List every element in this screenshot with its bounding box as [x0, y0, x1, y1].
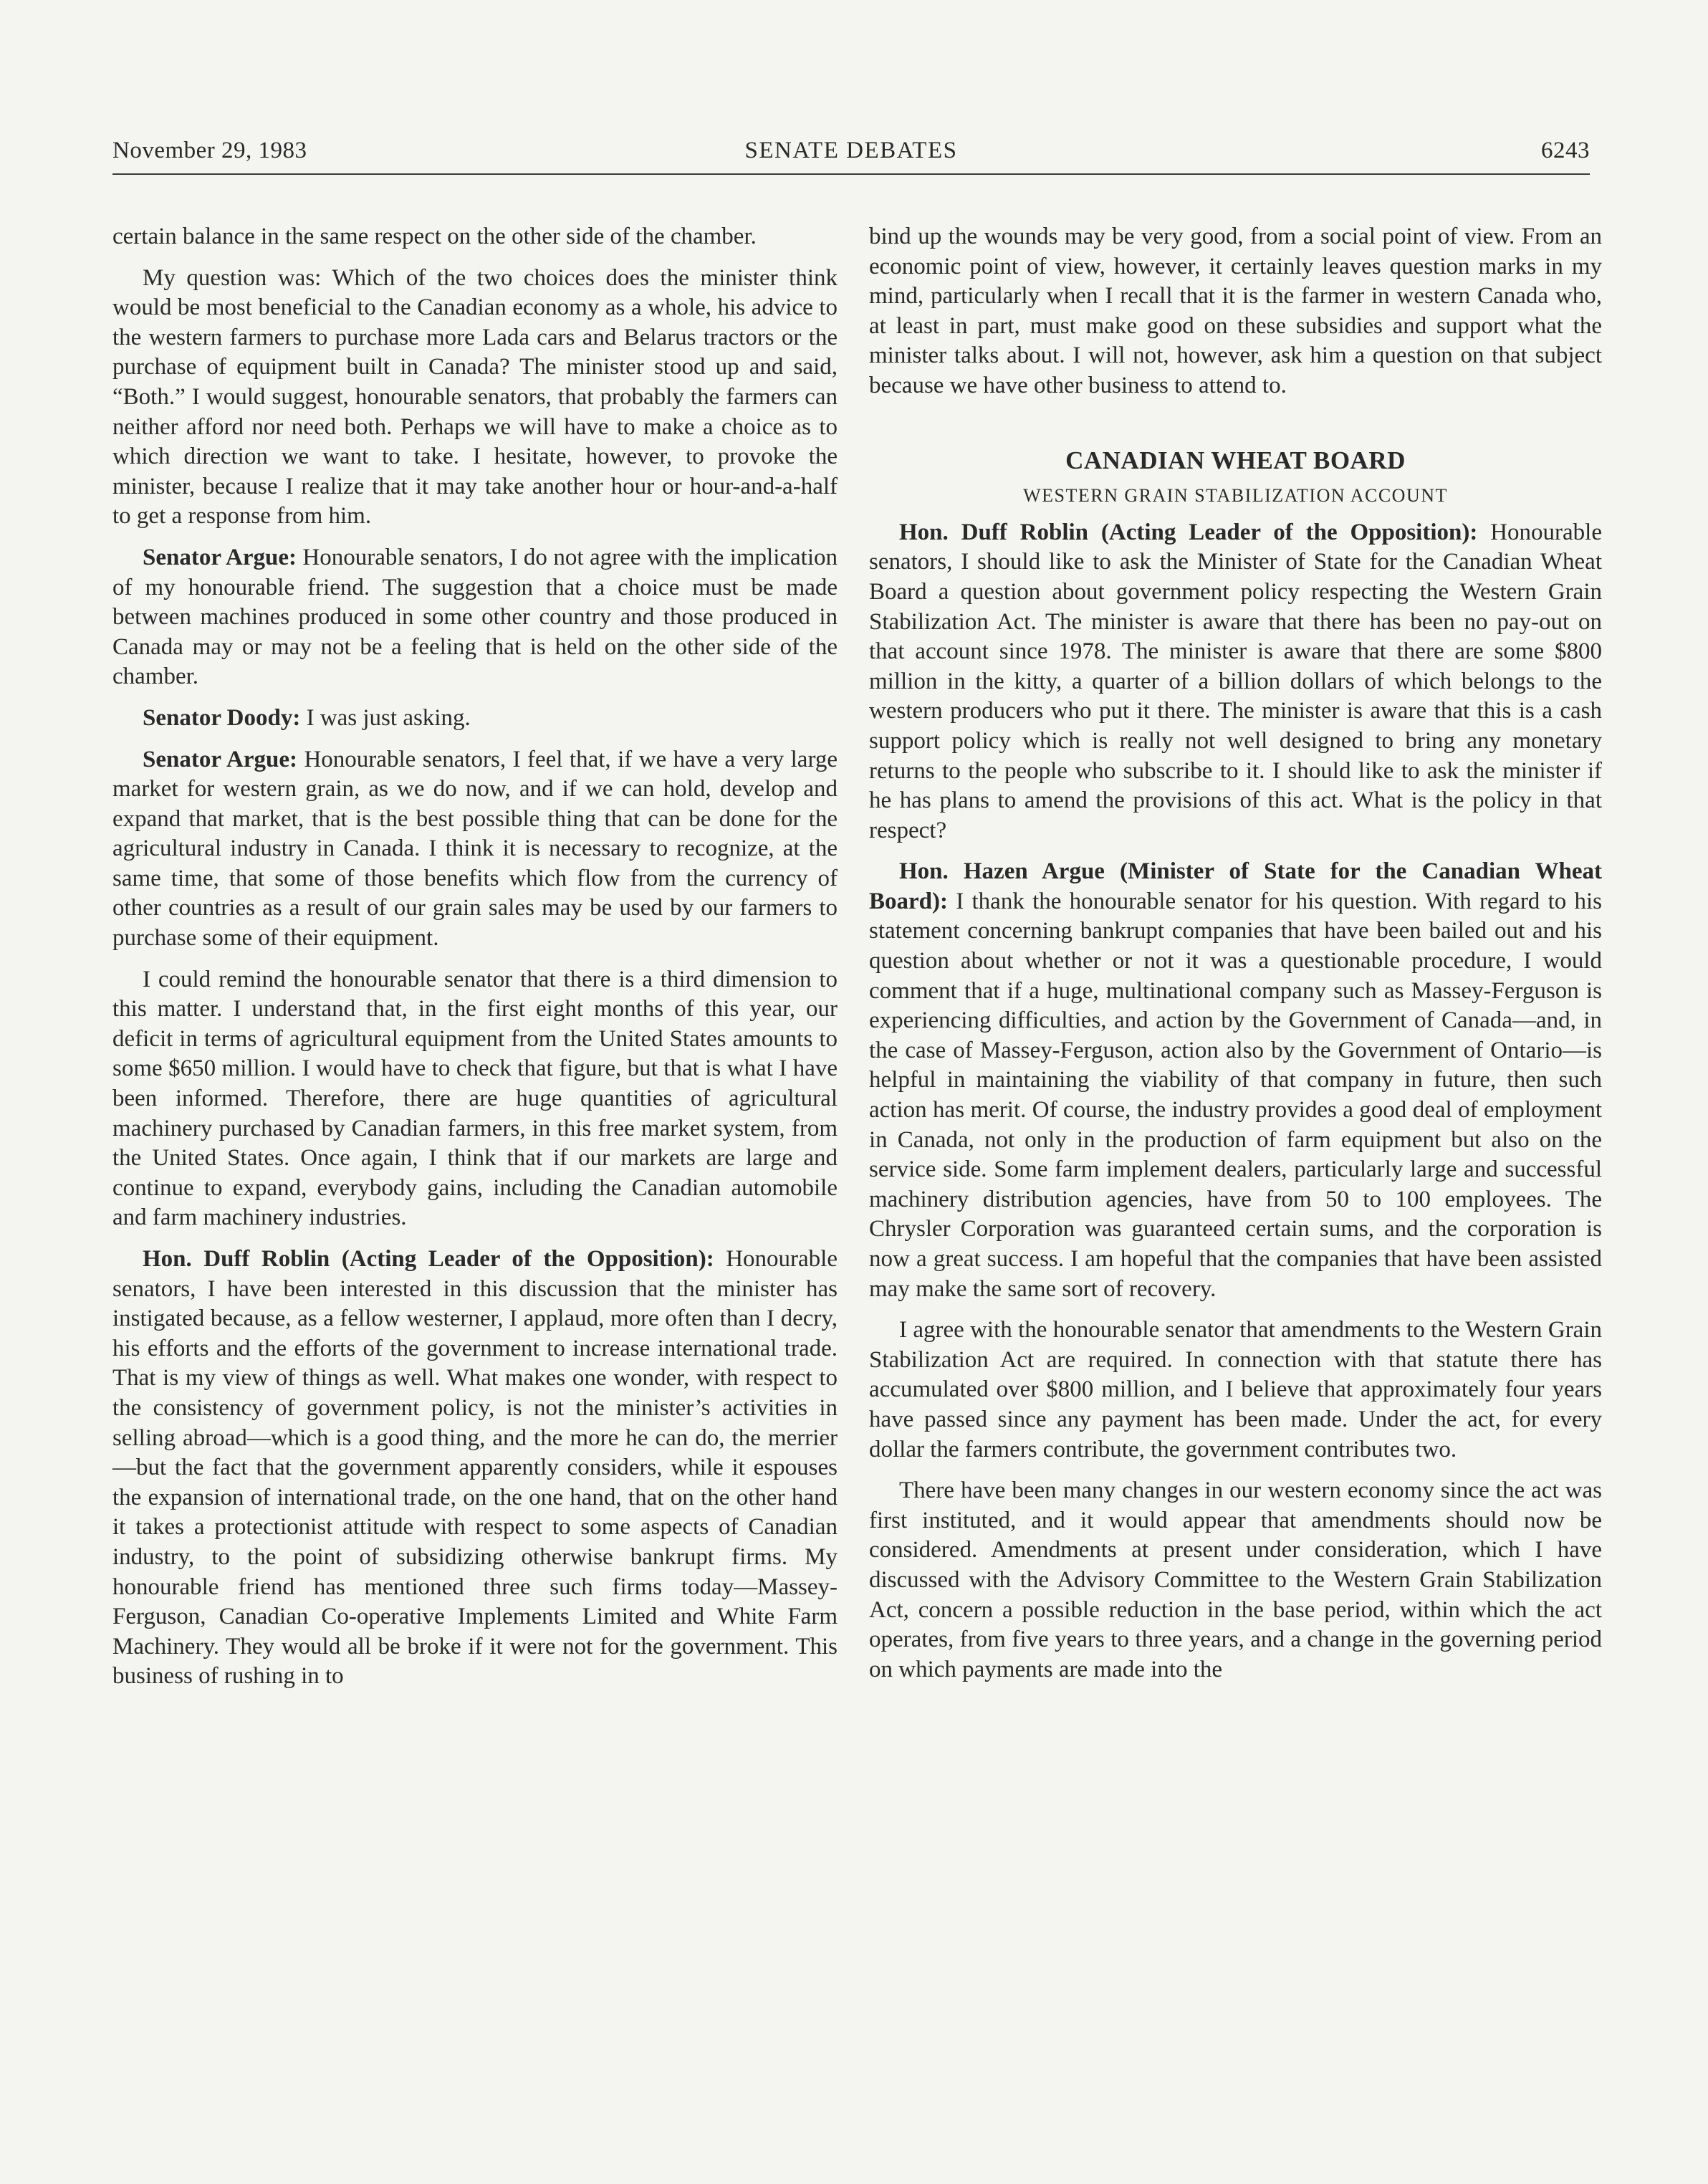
paragraph-text: I thank the honourable senator for his question. With regard to his statement concerning bankrupt companies that have been bailed out and his question about whether or not it was a questionable procedure, I would comment that if a huge, multinational company such as Massey-Ferguson is experiencing difficulties, and action by the Government of Canada—and, in the case of Massey-Ferguson, action also by the Government of Ontario—is helpful in maintaining the viability of that company in future, then such action has merit. Of course, the industry provides a good deal of employment in Canada, not only in the production of farm equipment but also on the service side. Some farm implement dealers, particularly large and successful machinery distribution agencies, have from 50 to 100 employees. The Chrysler Corporation was guaranteed certain sums, and the corporation is now a great success. I am hopeful that the companies that have been assisted may make the same sort of recovery.	[869, 888, 1602, 1302]
paragraph	[869, 857, 1602, 1304]
speaker-name: Senator Argue:	[143, 746, 298, 772]
header-page-number: 6243	[1541, 138, 1590, 163]
paragraph: I could remind the honourable senator that there is a third dimension to this matter. I understand that, in the first eight months of this year, our deficit in terms of agricultural equipment from the United States amounts to some $650 million. I would have to check that figure, but that is what I have been informed. Therefore, there are huge quantities of agricultural machinery purchased by Canadian farmers, in this free market system, from the United States. Once again, I think that if our markets are large and continue to expand, everybody gains, including the Canadian automobile and farm machinery industries.	[112, 966, 838, 1231]
paragraph	[112, 543, 838, 692]
paragraph: bind up the wounds may be very good, from a social point of view. From an economic point of view, however, it certainly leaves question marks in my mind, particularly when I recall that it is the farmer in western Canada who, at least in part, must make good on these subsidies and support what the minister talks about. I will not, however, ask him a question on that subject because we have other business to attend to.	[869, 224, 1602, 398]
paragraph	[112, 704, 838, 734]
paragraph-text: I was just asking.	[300, 704, 471, 731]
speaker-name: Hon. Duff Roblin (Acting Leader of the Opposition):	[143, 1246, 714, 1272]
paragraph: My question was: Which of the two choices does the minister think would be most beneficial to the Canadian economy as a whole, his advice to the western farmers to purchase more Lada cars and Belarus tractors or the purchase of equipment built in Canada? The minister stood up and said, “Both.” I would suggest, honourable senators, that probably the farmers can neither afford nor need both. Perhaps we will have to make a choice as to which direction we want to take. I hesitate, however, to provoke the minister, because I realize that it may take another hour or hour-and-a-half to get a response from him.	[112, 264, 838, 530]
paragraph: certain balance in the same respect on the other side of the chamber.	[112, 224, 757, 249]
paragraph	[112, 1245, 838, 1692]
right-column	[869, 222, 1602, 1696]
paragraph	[869, 518, 1602, 846]
paragraph: I agree with the honourable senator that amendments to the Western Grain Stabilization Act are required. In connection with that statute there has accumulated over $800 million, and I believe that approximately four years have passed since any payment has been made. Under the act, for every dollar the farmers contribute, the government contributes two.	[869, 1317, 1602, 1462]
paragraph-text: Honourable senators, I do not agree with the implication of my honourable friend. The suggestion that a choice must be made between machines produced in some other country and those produced in Canada may or may not be a feeling that is held on the other side of the chamber.	[112, 544, 838, 690]
paragraph-text: Honourable senators, I feel that, if we have a very large market for western grain, as we do now, and if we can hold, develop and expand that market, that is the best possible thing that can be done for the agricultural industry in Canada. I think it is necessary to recognize, at the same time, that some of those benefits which flow from the currency of other countries as a result of our grain sales may be used by our farmers to purchase some of their equipment.	[112, 746, 838, 952]
paragraph-text: Honourable senators, I should like to ask the Minister of State for the Canadian Wheat Board a question about government policy respecting the Western Grain Stabilization Act. The minister is aware that there has been no pay-out on that account since 1978. The minister is aware that there are some $800 million in the kitty, a quarter of a billion dollars of which belongs to the western producers who put it there. The minister is aware that this is a cash support policy which is really not well designed to bring any monetary returns to the people who subscribe to it. I should like to ask the minister if he has plans to amend the provisions of this act. What is the policy in that respect?	[869, 519, 1602, 843]
speaker-name: Hon. Duff Roblin (Acting Leader of the Opposition):	[899, 519, 1478, 545]
paragraph: There have been many changes in our western economy since the act was first instituted, and it would appear that amendments should now be considered. Amendments at present under consideration, which I have discussed with the Advisory Committee to the Western Grain Stabilization Act, concern a possible reduction in the base period, within which the act operates, from five years to three years, and a change in the governing period on which payments are made into the	[869, 1477, 1602, 1682]
paragraph	[112, 745, 838, 954]
page-header	[112, 136, 1590, 175]
paragraph-text: Honourable senators, I have been interested in this discussion that the minister has instigated because, as a fellow westerner, I applaud, more often than I decry, his efforts and the efforts of the government to increase international trade. That is my view of things as well. What makes one wonder, with respect to the consistency of government policy, is not the minister’s activities in selling abroad—which is a good thing, and the more he can do, the merrier—but the fact that the government apparently considers, while it espouses the expansion of international trade, on the one hand, that on the other hand it takes a protectionist attitude with respect to some aspects of Canadian industry, to the point of subsidizing otherwise bankrupt firms. My honourable friend has mentioned three such firms today—Massey-Ferguson, Canadian Co-operative Implements Limited and White Farm Machinery. They would all be broke if it were not for the government. This business of rushing in to	[112, 1246, 838, 1690]
section-subtitle: WESTERN GRAIN STABILIZATION ACCOUNT	[1023, 485, 1448, 507]
left-column	[112, 222, 838, 1703]
header-title: SENATE DEBATES	[744, 138, 958, 163]
speaker-name: Hon. Hazen Argue (Minister of State for the Canadian Wheat Board):	[869, 858, 1602, 914]
speaker-name: Senator Doody:	[143, 704, 301, 731]
section-title: CANADIAN WHEAT BOARD	[1065, 446, 1406, 474]
speaker-name: Senator Argue:	[143, 544, 297, 570]
header-date: November 29, 1983	[112, 138, 307, 163]
